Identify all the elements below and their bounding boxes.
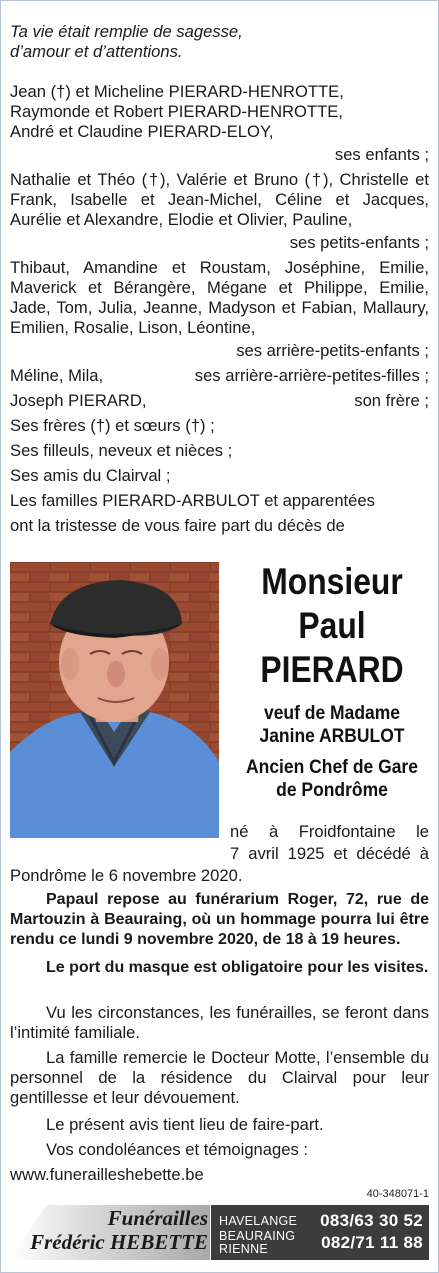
epigraph-line-1: Ta vie était remplie de sagesse, [10, 22, 243, 41]
children-line-1: Jean (†) et Micheline PIERARD-HENROTTE, [10, 82, 344, 101]
masque-paragraph: Le port du masque est obligatoire pour les visites. [46, 959, 429, 976]
deceased-first-name: Paul [298, 605, 366, 646]
grandchildren-role: ses petits-enfants ; [289, 233, 429, 252]
birth-line-3: Pondrôme le 6 novembre 2020. [10, 866, 243, 885]
others-line-2: Ses filleuls, neveux et nièces ; [10, 441, 233, 460]
others-line-4: Les familles PIERARD-ARBULOT et apparentées [10, 491, 375, 510]
portrait-photo [10, 562, 219, 838]
brother-role: son frère ; [354, 391, 429, 410]
children-line-2: Raymonde et Robert PIERARD-HENROTTE, [10, 102, 343, 121]
remerciements-paragraph: La famille remercie le Docteur Motte, l’ensemble du personnel de la résidence du Clairval pour leur gentillesse et leur dévouement. [10, 1048, 429, 1107]
repose-paragraph: Papaul repose au funérarium Roger, 72, rue de Martouzin à Beauraing, où un hommage pourra lui être rendu ce lundi 9 novembre 2020, de 18 à 19 heures. [10, 891, 429, 948]
company-line-1: Funérailles [107, 1206, 208, 1230]
others-line-5: ont la tristesse de vous faire part du décès de [10, 516, 345, 535]
deceased-title: Monsieur [261, 561, 403, 602]
deceased-last-name: PIERARD [260, 649, 404, 690]
company-line-2: Frédéric HEBETTE [30, 1230, 208, 1254]
great-grandchildren-role: ses arrière-petits-enfants ; [236, 341, 429, 360]
children-role: ses enfants ; [334, 145, 429, 164]
great-grandchildren-names: Thibaut, Amandine et Roustam, Joséphine, Emilie, Maverick et Bérangère, Mégane et Philippe, Emilie, Jade, Tom, Julia, Jeanne, Madyson et Fabian, Mallaury, Emilien, Rosalie, Lison, Léontine, [10, 258, 429, 337]
job-line-1: Ancien Chef de Gare [246, 757, 418, 778]
phone-havelange: 083/63 30 52 [320, 1211, 423, 1230]
grandchildren-names: Nathalie et Théo (†), Valérie et Bruno (†), Christelle et Frank, Isabelle et Jean-Michel, Céline et Jacques, Aurélie et Alexandre, Elodie et Olivier, Pauline, [10, 170, 429, 229]
avis-line: Le présent avis tient lieu de faire-part. [46, 1115, 324, 1134]
place-beauraing-rienne [219, 1230, 295, 1256]
job-line-2: de Pondrôme [276, 780, 388, 801]
others-line-1: Ses frères (†) et sœurs (†) ; [10, 416, 215, 435]
deceased-name-block [234, 560, 430, 802]
contact-panel [211, 1205, 429, 1260]
place-havelange: HAVELANGE [219, 1213, 298, 1228]
birth-line-1: né à Froidfontaine le [230, 822, 429, 841]
great-great-role: ses arrière-arrière-petites-filles ; [194, 366, 429, 385]
place-rienne: RIENNE [219, 1242, 269, 1256]
others-line-3: Ses amis du Clairval ; [10, 466, 171, 485]
widower-line-1: veuf de Madame [263, 703, 400, 724]
epigraph-line-2: d’amour et d’attentions. [10, 42, 183, 61]
phone-beauraing: 082/71 11 88 [321, 1233, 423, 1252]
children-line-3: André et Claudine PIERARD-ELOY, [10, 122, 274, 141]
brother-name: Joseph PIERARD, [10, 391, 147, 410]
circonstances-paragraph: Vu les circonstances, les funérailles, se feront dans l’intimité familiale. [10, 1003, 429, 1042]
widower-line-2: Janine ARBULOT [259, 726, 405, 747]
place-beauraing: BEAURAING [219, 1229, 296, 1243]
birth-line-2: 7 avril 1925 et décédé à [230, 844, 429, 863]
company-name [14, 1206, 208, 1254]
website-link[interactable]: www.funerailleshebette.be [10, 1165, 204, 1184]
reference-number: 40-348071-1 [366, 1188, 429, 1200]
condoleances-line: Vos condoléances et témoignages : [46, 1140, 308, 1159]
great-great-names: Méline, Mila, [10, 366, 104, 385]
